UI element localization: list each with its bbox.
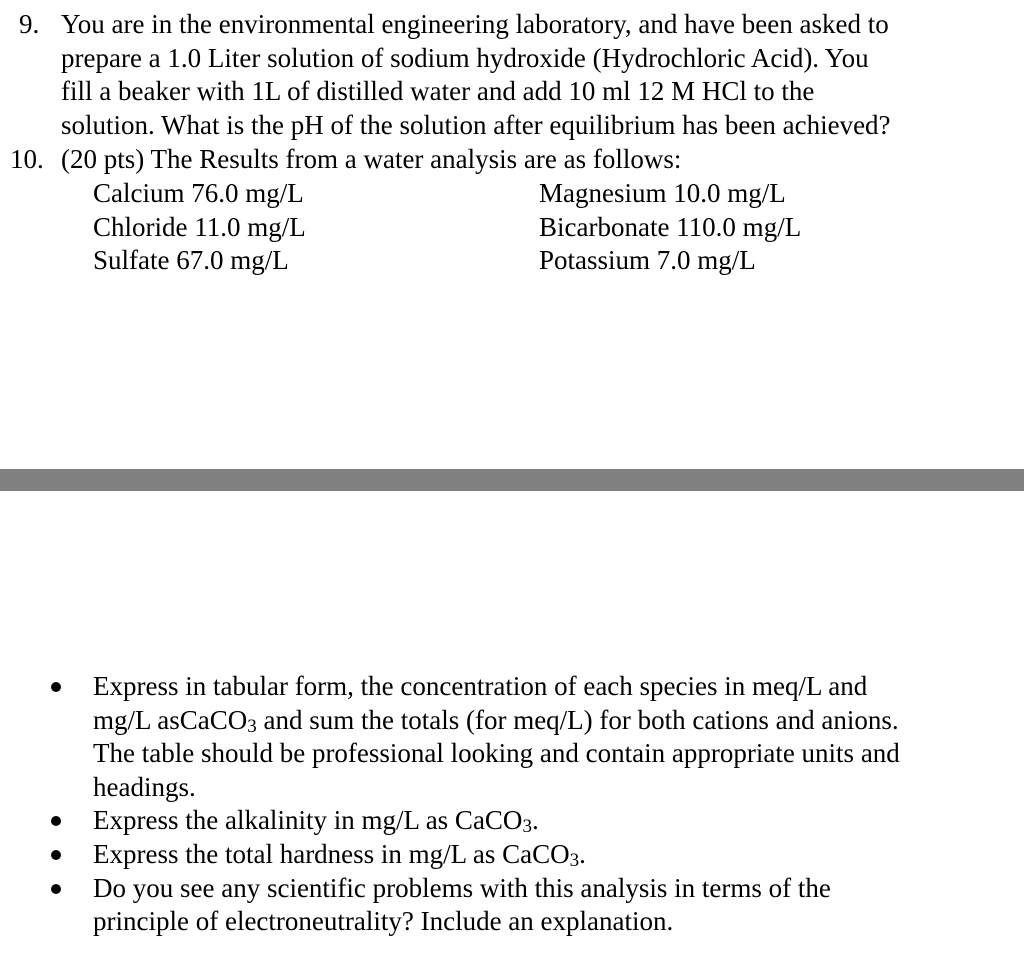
question-9-text xyxy=(61,8,1010,142)
result-sulfate: Sulfate 67.0 mg/L xyxy=(93,245,289,276)
bullet-item-hardness xyxy=(0,838,1010,872)
results-row xyxy=(93,244,893,278)
bullet-line: The table should be professional looking and contain appropriate units and xyxy=(93,738,900,769)
bullet-item-electroneutrality xyxy=(0,872,1010,939)
bullet-line: Express in tabular form, the concentration of each species in meq/L and xyxy=(93,671,868,701)
bullet-line: Express the alkalinity in mg/L as CaCO$_3$. xyxy=(93,805,539,838)
bullet-line: mg/L asCaCO$_3$ and sum the totals (for meq/L) for both cations and anions. xyxy=(93,704,899,737)
question-9-line: fill a beaker with 1L of distilled water and add 10 ml 12 M HCl to the xyxy=(61,76,815,107)
bullet-line: Express the total hardness in mg/L as CaCO$_3$. xyxy=(93,838,586,871)
bullet-item-table xyxy=(0,670,1010,804)
results-row xyxy=(93,177,893,211)
section-divider xyxy=(0,469,1024,491)
question-9-number: 9. xyxy=(19,9,40,39)
task-bullet-list xyxy=(0,670,1010,939)
result-calcium: Calcium 76.0 mg/L xyxy=(93,178,304,208)
question-10-text: (20 pts) The Results from a water analysis are as follows: xyxy=(61,144,682,174)
results-row xyxy=(93,211,893,245)
water-analysis-results xyxy=(93,177,893,278)
bullet-dot-icon xyxy=(51,816,61,826)
bullet-dot-icon xyxy=(51,884,61,894)
result-magnesium: Magnesium 10.0 mg/L xyxy=(539,178,786,208)
question-9-line: You are in the environmental engineering laboratory, and have been asked to xyxy=(61,9,889,39)
bullet-line: principle of electroneutrality? Include an explanation. xyxy=(93,906,674,937)
bullet-dot-icon xyxy=(51,850,61,860)
result-bicarbonate: Bicarbonate 110.0 mg/L xyxy=(539,211,802,242)
bullet-item-alkalinity xyxy=(0,804,1010,838)
question-9-line: prepare a 1.0 Liter solution of sodium hydroxide (Hydrochloric Acid). You xyxy=(61,42,869,73)
result-potassium: Potassium 7.0 mg/L xyxy=(539,245,756,276)
question-10 xyxy=(0,143,1010,177)
question-9 xyxy=(0,8,1010,142)
result-chloride: Chloride 11.0 mg/L xyxy=(93,211,306,242)
bullet-line: headings. xyxy=(93,771,196,802)
bullet-line: Do you see any scientific problems with this analysis in terms of the xyxy=(93,872,831,903)
question-9-line: solution. What is the pH of the solution after equilibrium has been achieved? xyxy=(61,109,891,140)
bullet-dot-icon xyxy=(51,682,61,692)
question-10-number: 10. xyxy=(10,144,44,174)
